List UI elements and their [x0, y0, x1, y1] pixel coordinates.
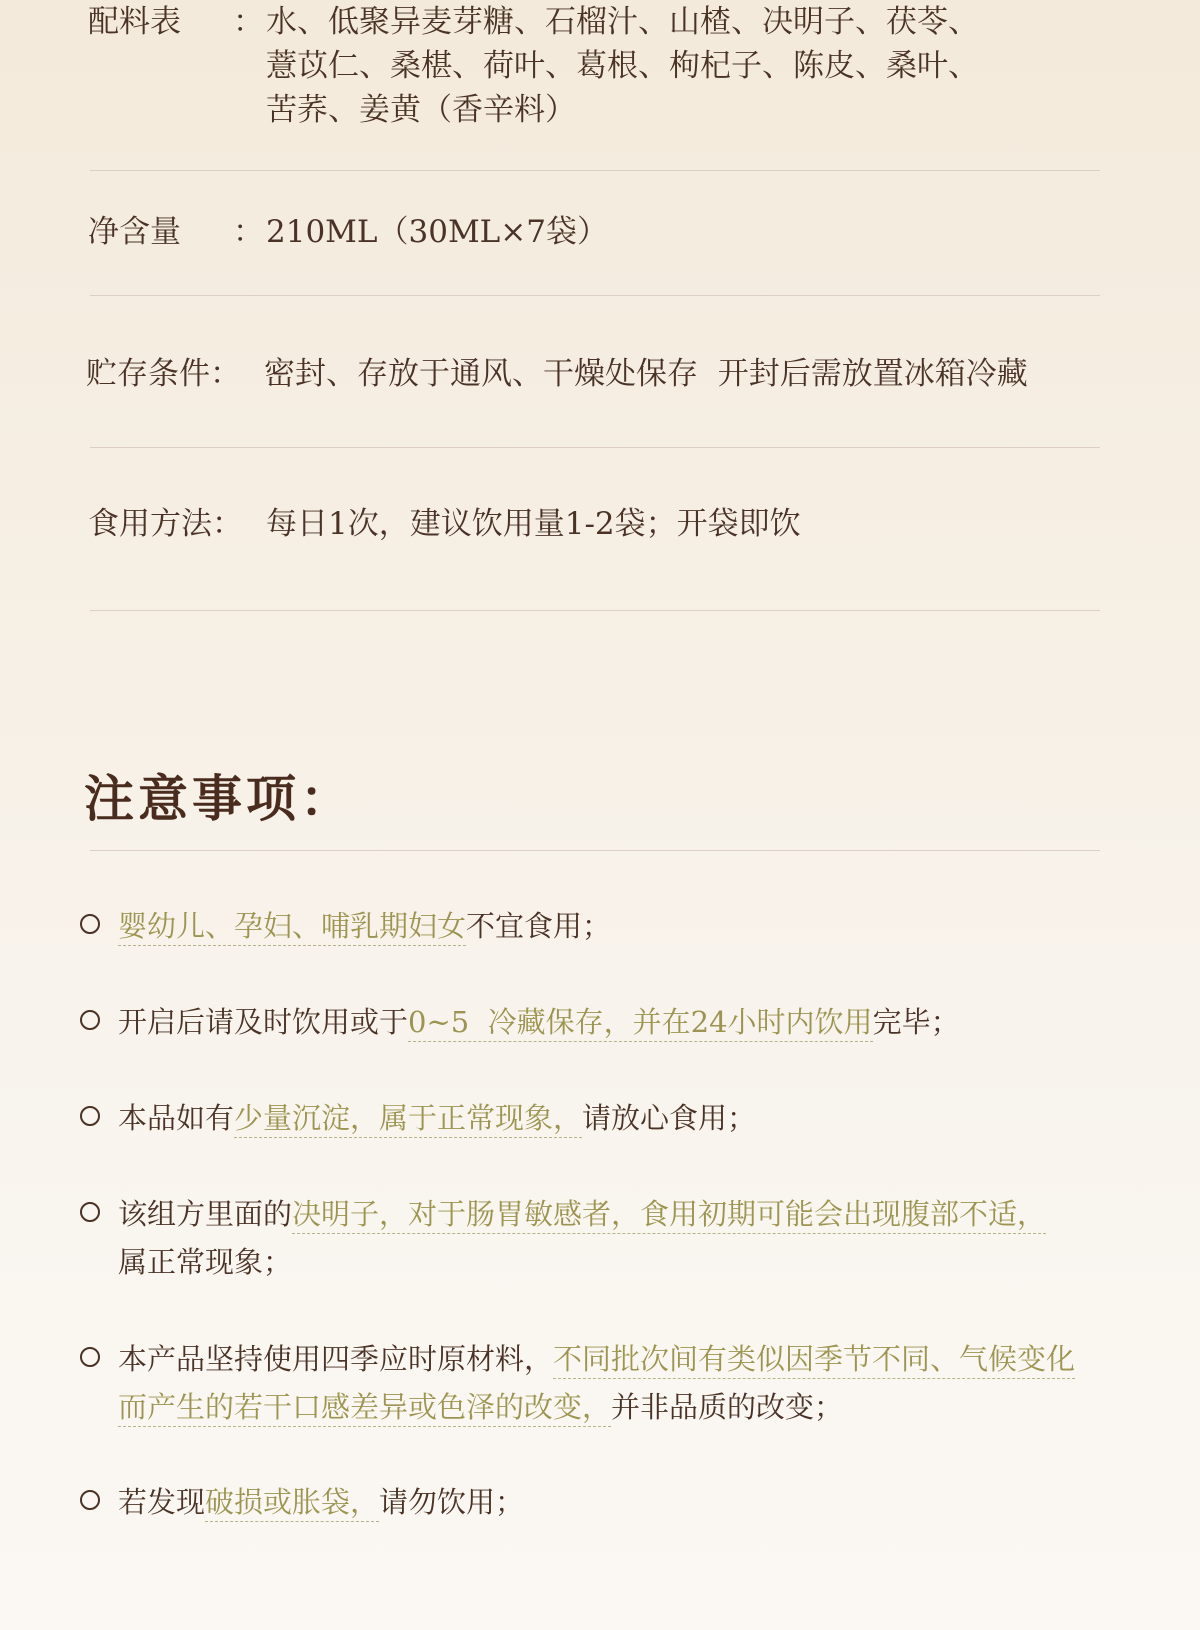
usage-text: 每日1次，建议饮用量1-2袋；开袋即饮 — [266, 506, 801, 542]
net-content-label: 净含量 — [88, 214, 181, 250]
ingredients-colon: ： — [233, 4, 264, 40]
divider — [90, 170, 1100, 171]
circle-bullet-icon — [80, 914, 100, 934]
net-content-text: 210ML（30ML×7袋） — [266, 214, 608, 250]
note-highlight: 婴幼儿、孕妇、哺乳期妇女 — [118, 909, 466, 946]
note-text: 完毕； — [872, 1005, 960, 1039]
note-text: 请勿饮用； — [379, 1485, 525, 1519]
note-text: 该组方里面的 — [118, 1197, 293, 1231]
note-highlight: 破损或胀袋， — [205, 1485, 379, 1522]
note-text: 若发现 — [118, 1485, 206, 1519]
ingredients-line: 水、低聚异麦芽糖、石榴汁、山楂、决明子、茯苓、 — [266, 4, 979, 40]
note-text: 不宜食用； — [466, 909, 612, 943]
note-highlight: 少量沉淀，属于正常现象， — [234, 1101, 582, 1138]
usage-label: 食用方法： — [88, 506, 243, 542]
note-highlight: 不同批次间有类似因季节不同、气候变化 — [553, 1342, 1075, 1379]
net-content-value — [266, 210, 1101, 254]
note-text: 本产品坚持使用四季应时原材料， — [118, 1342, 554, 1376]
divider — [90, 447, 1100, 448]
circle-bullet-icon — [80, 1106, 100, 1126]
ingredients-line: 苦荞、姜黄（香辛料） — [266, 92, 576, 128]
divider — [90, 850, 1100, 851]
ingredients-value — [266, 0, 1101, 132]
note-text: 开启后请及时饮用或于 — [118, 1005, 409, 1039]
note-highlight: 而产生的若干口感差异或色泽的改变， — [118, 1390, 611, 1427]
divider — [90, 610, 1100, 611]
ingredients-label: 配料表 — [88, 4, 181, 40]
note-highlight: 0~5 冷藏保存，并在24小时内饮用 — [408, 1005, 873, 1042]
note-text: 并非品质的改变； — [611, 1390, 844, 1424]
note-text: 属正常现象； — [118, 1245, 293, 1279]
note-text: 本品如有 — [118, 1101, 235, 1135]
note-highlight: 决明子，对于肠胃敏感者，食用初期可能会出现腹部不适， — [292, 1197, 1046, 1234]
notes-title: 注意事项： — [84, 769, 354, 828]
ingredients-line: 薏苡仁、桑椹、荷叶、葛根、枸杞子、陈皮、桑叶、 — [266, 48, 979, 84]
circle-bullet-icon — [80, 1010, 100, 1030]
circle-bullet-icon — [80, 1202, 100, 1222]
circle-bullet-icon — [80, 1490, 100, 1510]
storage-label: 贮存条件： — [86, 356, 241, 392]
storage-text: 密封、存放于通风、干燥处保存 开封后需放置冰箱冷藏 — [264, 356, 1028, 392]
usage-value — [266, 502, 1101, 546]
divider — [90, 295, 1100, 296]
circle-bullet-icon — [80, 1347, 100, 1367]
net-content-colon: ： — [233, 214, 264, 250]
storage-value — [264, 352, 1164, 396]
note-text: 请放心食用； — [582, 1101, 757, 1135]
